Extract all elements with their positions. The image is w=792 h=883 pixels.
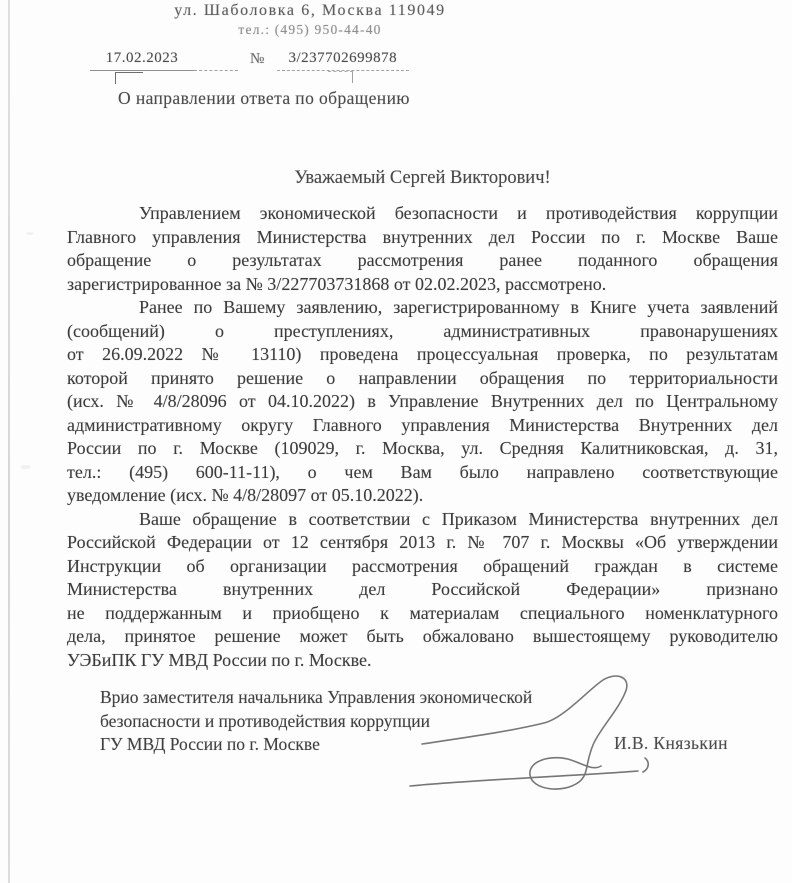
addressee-bracket-left <box>115 72 143 84</box>
text-line: (сообщений) о преступлениях, административных правонарушениях <box>67 320 778 341</box>
text-line: от 26.09.2022 № 13110) проведена процессуальная проверка, по результатам <box>67 344 778 364</box>
addressee-bracket-right <box>328 71 353 83</box>
scan-speck <box>26 232 34 235</box>
text-line: Российской Федерации от 12 сентября 2013 г. № 707 г. Москвы «Об утверждении <box>67 532 778 552</box>
text-line: Инструкции об организации рассмотрения обращений граждан в системе <box>67 555 778 576</box>
text-line: которой принято решение о направлении обращения по территориальности <box>67 367 778 388</box>
text-line: тел.: (495) 600-11-11), о чем Вам было направлено соответствующие <box>67 461 778 482</box>
text-line: Ваше обращение в соответствии с Приказом Министерства внутренних дел <box>139 508 778 529</box>
text-line: административному округу Главного управления Министерства Внутренних дел <box>67 414 778 435</box>
reference-line <box>90 50 409 71</box>
text-line: Ранее по Вашему заявлению, зарегистрированному в Книге учета заявлений <box>139 297 778 317</box>
text-line: УЭБиПК ГУ МВД России по г. Москве. <box>67 649 372 670</box>
signature-stroke-tail <box>410 771 638 786</box>
text-line: Главного управления Министерства внутренних дел России по г. Москве Ваше <box>67 226 778 247</box>
text-line: дела, принятое решение может быть обжаловано вышестоящему руководителю <box>67 626 778 646</box>
scan-speck <box>20 465 31 469</box>
text-line: ГУ МВД России по г. Москве <box>100 734 320 754</box>
date-underline-extension <box>194 69 238 71</box>
text-line: Управлением экономической безопасности и противодействия коррупции <box>139 203 778 223</box>
letter-number: 3/237702699878 <box>277 50 409 71</box>
letter-body <box>67 202 778 672</box>
paragraph-2 <box>67 296 778 508</box>
scan-edge-artifact <box>8 0 10 883</box>
salutation: Уважаемый Сергей Викторович! <box>294 168 551 188</box>
letterhead-phone: тел.: (495) 950-44-40 <box>238 22 382 37</box>
letterhead <box>60 2 560 38</box>
signer-name: И.В. Князькин <box>614 733 728 753</box>
letter-date: 17.02.2023 <box>90 50 194 71</box>
text-line: обращение о результатах рассмотрения ранее поданного обращения <box>67 250 778 270</box>
paragraph-1 <box>67 202 778 296</box>
text-line: безопасности и противодействия коррупции <box>100 710 430 731</box>
signature-stroke-tick <box>643 758 648 772</box>
text-line: Врио заместителя начальника Управления экономической <box>100 687 533 707</box>
text-line: (исх. № 4/8/28096 от 04.10.2022) в Управление Внутренних дел по Центральному <box>67 391 778 411</box>
signature-stroke-main <box>422 676 627 789</box>
text-line: уведомление (исх. № 4/8/28097 от 05.10.2022). <box>67 485 424 505</box>
text-line: России по г. Москве (109029, г. Москва, ул. Средняя Калитниковская, д. 31, <box>67 438 778 458</box>
text-line: зарегистрированное за № 3/227703731868 от 02.02.2023, рассмотрено. <box>67 273 607 294</box>
letter-subject: О направлении ответа по обращению <box>118 88 410 108</box>
letterhead-address: ул. Шаболовка 6, Москва 119049 <box>174 2 446 19</box>
number-sign: № <box>250 51 265 67</box>
paragraph-3 <box>67 508 778 673</box>
text-line: не поддержанным и приобщено к материалам специального номенклатурного <box>67 602 778 623</box>
text-line: Министерства внутренних дел Российской Федерации» признано <box>67 579 778 599</box>
